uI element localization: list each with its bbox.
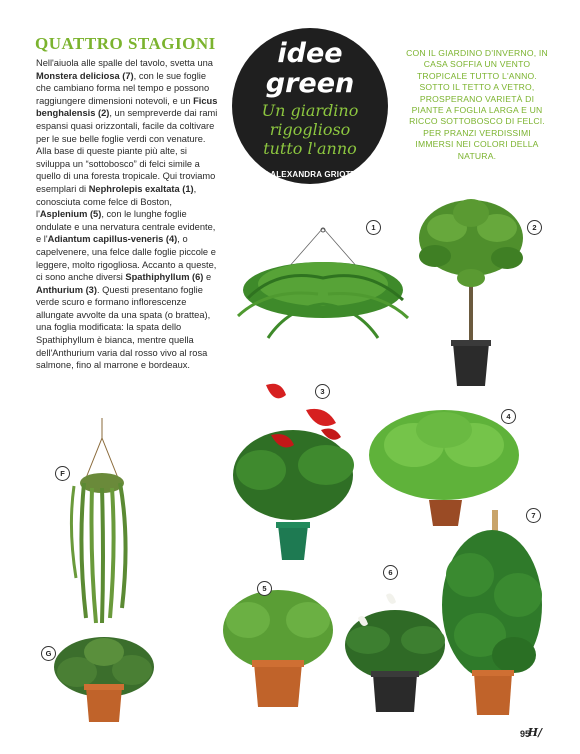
- plant-name-anthurium: Anthurium (3): [36, 284, 97, 295]
- header-subtitle: Un giardino rigoglioso tutto l'anno: [261, 101, 359, 158]
- plant-name-ficus: Ficus benghalensis (2): [36, 95, 218, 119]
- paragraph-1: [36, 57, 221, 145]
- badge-3: 3: [315, 384, 330, 399]
- badge-f: F: [55, 466, 70, 481]
- asplenium-image: [218, 585, 338, 710]
- plant-name-spathiphyllum: Spathiphyllum (6): [125, 272, 204, 283]
- boston-fern-image: [228, 228, 418, 348]
- text-span: e: [203, 272, 212, 283]
- plant-name-asplenium: Asplenium (5): [39, 209, 102, 220]
- magazine-logo: H/: [527, 726, 542, 739]
- text-span: , con le lunghe foglie ondulate e una nervatura centrale evidente, e l': [36, 209, 216, 245]
- hanging-plant-f-image: [58, 418, 143, 628]
- plant-name-adiantum: Adiantum capillus-veneris (4): [47, 234, 178, 245]
- header-title-line2: green: [265, 68, 355, 99]
- badge-5: 5: [257, 581, 272, 596]
- header-title-line1: idee: [277, 38, 343, 69]
- section-title: QUATTRO STAGIONI: [35, 34, 216, 53]
- text-span: , un sempreverde dai rami espansi quasi orizzontali, facile da coltivare per le sue belle foglie verdi con venature.: [36, 108, 218, 144]
- intro-text: CON IL GIARDINO D'INVERNO, IN CASA SOFFIA UN VENTO TROPICALE TUTTO L'ANNO. SOTTO IL TETTO A VETRO, PROSPERANO VARIETÀ DI PIANTE A FOGLIA LARGA E UN RICCO SOTTOBOSCO DI FELCI. PER PRANZI VERDISSIMI IMMERSI NEI COLORI DELLA NATURA.: [406, 48, 548, 161]
- badge-4: 4: [501, 409, 516, 424]
- text-span: , con le sue foglie che cambiano forma nel tempo e possono raggiungere dimensioni notevoli, e un: [36, 70, 210, 106]
- article-body: [36, 57, 221, 372]
- paragraph-2: [36, 145, 221, 372]
- monstera-image: [440, 505, 545, 720]
- text-span: , conosciuta come felce di Boston, l': [36, 183, 197, 220]
- ficus-image: [405, 188, 540, 393]
- text-span: , o capelvenere, una felce dalle foglie piccole e leggere, molto rigogliosa. Accanto a queste, ci sono anche diversi: [36, 234, 217, 283]
- text-span: . Questi presentano foglie verde scuro e formano inflorescenze allungate avvolte da una spata (o brattea), una foglia modificata: la spata dello Spathiphyllum è bianca, mentre quella dell'Anthurium varia dal rosso vivo al rosa salmone, fino al marrone e bordeaux.: [36, 284, 211, 371]
- badge-6: 6: [383, 565, 398, 580]
- text-span: Nell'aiuola alle spalle del tavolo, svetta una: [36, 58, 213, 68]
- potted-plant-g-image: [52, 632, 157, 727]
- plant-name-monstera: Monstera deliciosa (7): [36, 70, 134, 81]
- badge-7: 7: [526, 508, 541, 523]
- text-span: Alla base di queste piante più alte, si sviluppa un “sottobosco” di felci simile a quello di una foresta tropicale. Qui troviamo esemplari di: [36, 146, 216, 194]
- anthurium-image: [226, 375, 361, 565]
- byline-prefix: di: [261, 170, 271, 179]
- badge-1: 1: [366, 220, 381, 235]
- page-number: 95: [519, 729, 530, 739]
- badge-g: G: [41, 646, 56, 661]
- badge-2: 2: [527, 220, 542, 235]
- byline: [232, 170, 388, 179]
- spathiphyllum-image: [338, 590, 453, 715]
- plant-name-nephrolepis: Nephrolepis exaltata (1): [88, 183, 194, 194]
- byline-author: ALEXANDRA GRIOTTI: [270, 170, 359, 179]
